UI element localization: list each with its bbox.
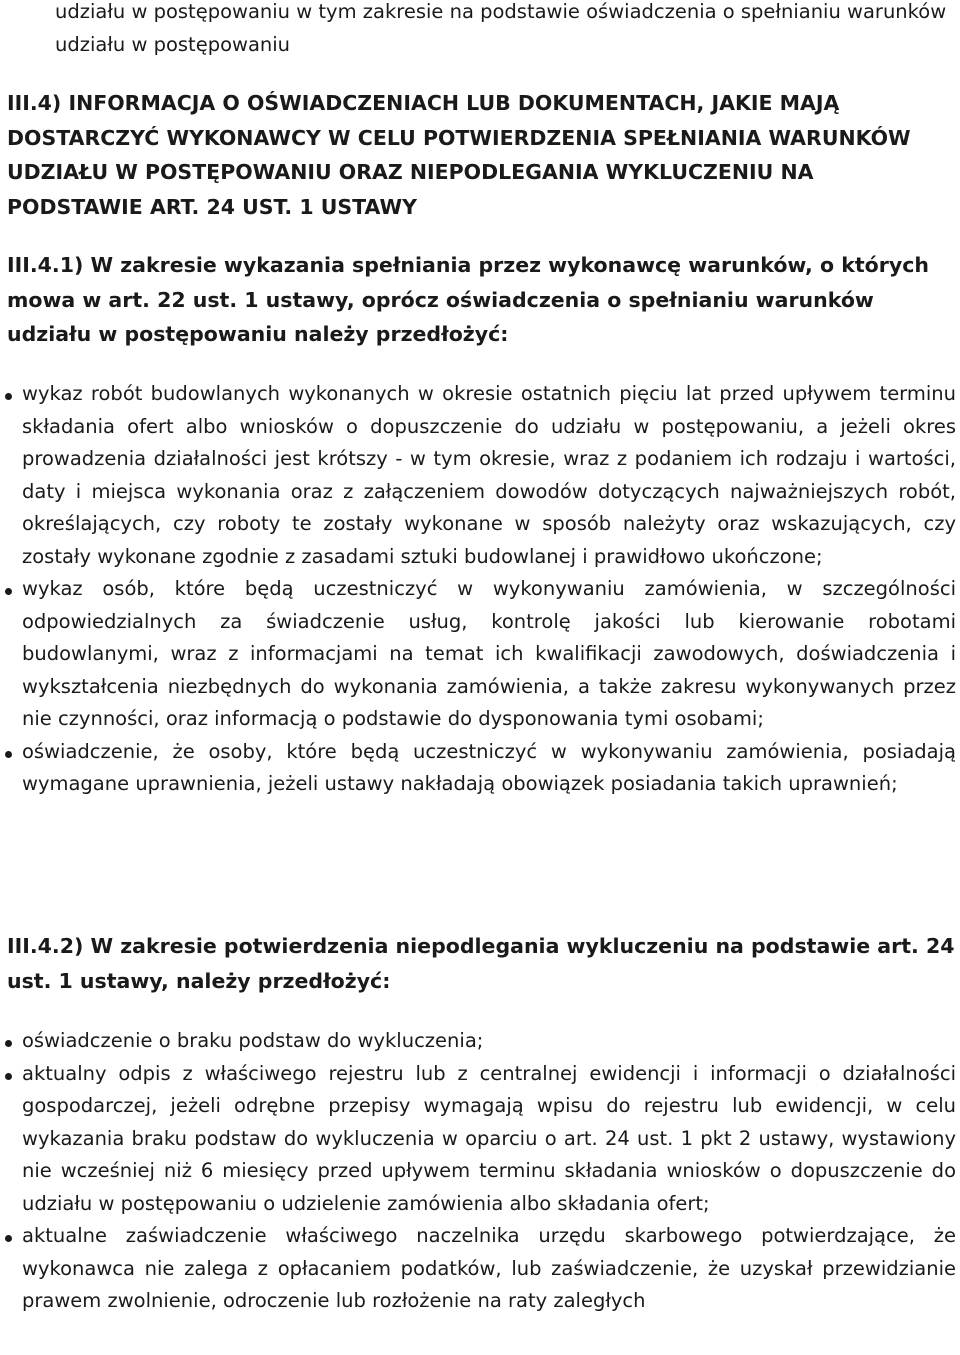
list-item-text: aktualne zaświadczenie właściwego naczelnika urzędu skarbowego potwierdzające, że wykonawca nie zalega z opłacaniem podatków, lub zaświadczenie, że uzyskał przewidzianie prawem zwolnienie, odroczenie lub rozłożenie na raty zaległych	[22, 1224, 956, 1312]
list-item	[0, 1058, 960, 1221]
lead-text: udziału w postępowaniu w tym zakresie na podstawie oświadczenia o spełnianiu warunków udziału w postępowaniu	[55, 0, 947, 56]
subsection-2-list	[0, 1025, 960, 1318]
list-item-text: aktualny odpis z właściwego rejestru lub z centralnej ewidencji i informacji o działalności gospodarczej, jeżeli odrębne przepisy wymagają wpisu do rejestru lub ewidencji, w celu wykazania braku podstaw do wykluczenia w oparciu o art. 24 ust. 1 pkt 2 ustawy, wystawiony nie wcześniej niż 6 miesięcy przed upływem terminu składania wniosków o dopuszczenie do udziału w postępowaniu o udzielenie zamówienia albo składania ofert;	[22, 1061, 956, 1215]
list-item	[0, 573, 960, 736]
subsection-heading-iii-4-1: III.4.1) W zakresie wykazania spełniania przez wykonawcę warunków, o których mowa w art. 22 ust. 1 ustawy, oprócz oświadczenia o spełnianiu warunków udziału w postępowaniu należy przedłożyć:	[7, 253, 929, 346]
list-item-text: wykaz robót budowlanych wykonanych w okresie ostatnich pięciu lat przed upływem terminu składania ofert albo wniosków o dopuszczenie do udziału w postępowaniu, a jeżeli okres prowadzenia działalności jest krótszy - w tym okresie, wraz z podaniem ich rodzaju i wartości, daty i miejsca wykonania oraz z załączeniem dowodów dotyczących najważniejszych robót, określających, czy roboty te zostały wykonane w sposób należyty oraz wskazujących, czy zostały wykonane zgodnie z zasadami sztuki budowlanej i prawidłowo ukończone;	[22, 382, 956, 568]
list-item-text: oświadczenie o braku podstaw do wykluczenia;	[22, 1029, 484, 1052]
list-item	[0, 736, 960, 801]
list-item-text: wykaz osób, które będą uczestniczyć w wykonywaniu zamówienia, w szczególności odpowiedzialnych za świadczenie usług, kontrolę jakości lub kierowanie robotami budowlanymi, wraz z informacjami na temat ich kwalifikacji zawodowych, doświadczenia i wykształcenia niezbędnych do wykonania zamówienia, a także zakresu wykonywanych przez nie czynności, oraz informacją o podstawie do dysponowania tymi osobami;	[22, 577, 956, 730]
subsection-1-list	[0, 378, 960, 801]
bullet-icon	[5, 393, 12, 400]
bullet-icon	[5, 588, 12, 595]
list-item-text: oświadczenie, że osoby, które będą uczestniczyć w wykonywaniu zamówienia, posiadają wymagane uprawnienia, jeżeli ustawy nakładają obowiązek posiadania takich uprawnień;	[22, 739, 956, 795]
list-item	[0, 1025, 960, 1058]
list-item	[0, 1220, 960, 1318]
bullet-icon	[5, 1040, 12, 1047]
list-item	[0, 378, 960, 573]
bullet-icon	[5, 1073, 12, 1080]
section-heading-iii-4: III.4) INFORMACJA O OŚWIADCZENIACH LUB DOKUMENTACH, JAKIE MAJĄ DOSTARCZYĆ WYKONAWCY W CELU POTWIERDZENIA SPEŁNIANIA WARUNKÓW UDZIAŁU W POSTĘPOWANIU ORAZ NIEPODLEGANIA WYKLUCZENIU NA PODSTAWIE ART. 24 UST. 1 USTAWY	[7, 91, 911, 219]
bullet-icon	[5, 1235, 12, 1242]
subsection-heading-iii-4-2: III.4.2) W zakresie potwierdzenia niepodlegania wykluczeniu na podstawie art. 24 ust. 1 ustawy, należy przedłożyć:	[7, 934, 955, 993]
bullet-icon	[5, 751, 12, 758]
